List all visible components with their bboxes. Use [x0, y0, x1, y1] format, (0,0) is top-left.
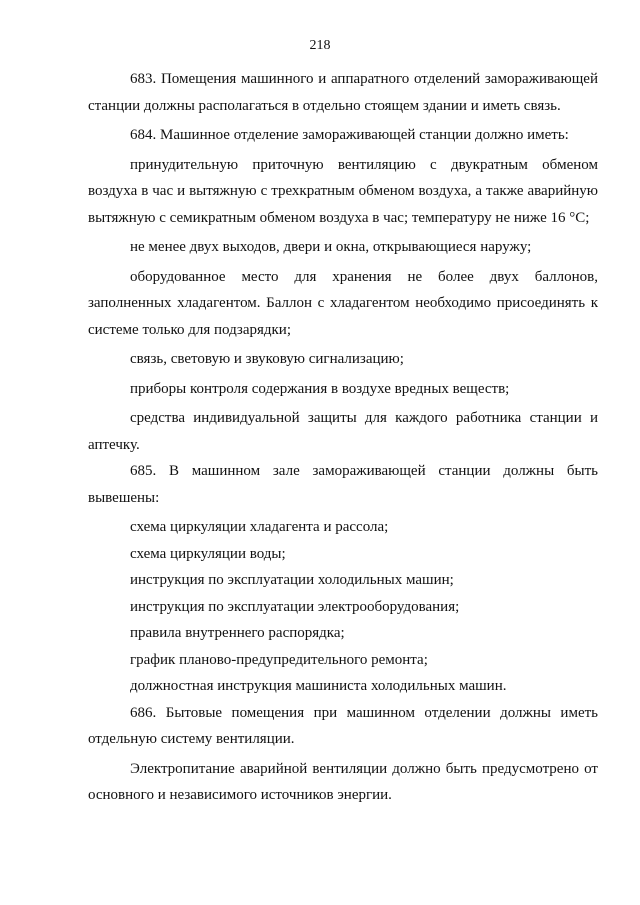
list-item: оборудованное место для хранения не более двух баллонов, заполненных хладагентом. Баллон с хладагентом необходимо присоединять к системе только для подзарядки;: [88, 268, 598, 338]
document-body: [88, 66, 598, 809]
list-item: средства индивидуальной защиты для каждого работника станции и аптечку.: [88, 410, 598, 453]
list-item: должностная инструкция машиниста холодильных машин.: [130, 678, 507, 694]
list-item: инструкция по эксплуатации электрооборудования;: [130, 598, 460, 615]
paragraph-power-supply: Электропитание аварийной вентиляции должно быть предусмотрено от основного и независимого источников энергии.: [88, 760, 598, 803]
list-item: связь, световую и звуковую сигнализацию;: [130, 351, 404, 367]
paragraph-683: 683. Помещения машинного и аппаратного отделений замораживающей станции должны располагаться в отдельно стоящем здании и иметь связь.: [88, 71, 598, 114]
list-item: приборы контроля содержания в воздухе вредных веществ;: [130, 380, 510, 397]
list-item: не менее двух выходов, двери и окна, открывающиеся наружу;: [130, 239, 532, 255]
list-item: инструкция по эксплуатации холодильных машин;: [130, 572, 454, 588]
list-item: схема циркуляции хладагента и рассола;: [130, 519, 389, 535]
list-item: график планово-предупредительного ремонта;: [130, 651, 428, 668]
paragraph-684: 684. Машинное отделение замораживающей станции должно иметь:: [130, 127, 569, 143]
list-item: принудительную приточную вентиляцию с двукратным обменом воздуха в час и вытяжную с трехкратным обменом воздуха, а также аварийную вытяжную с семикратным обменом воздуха в час; температуру не ниже 16 °C;: [88, 156, 598, 226]
list-item: схема циркуляции воды;: [130, 545, 286, 562]
paragraph-685: 685. В машинном зале замораживающей станции должны быть вывешены:: [88, 463, 598, 506]
paragraph-686: 686. Бытовые помещения при машинном отделении должны иметь отдельную систему вентиляции.: [88, 704, 598, 747]
page-number: 218: [309, 38, 331, 53]
list-item: правила внутреннего распорядка;: [130, 625, 345, 641]
